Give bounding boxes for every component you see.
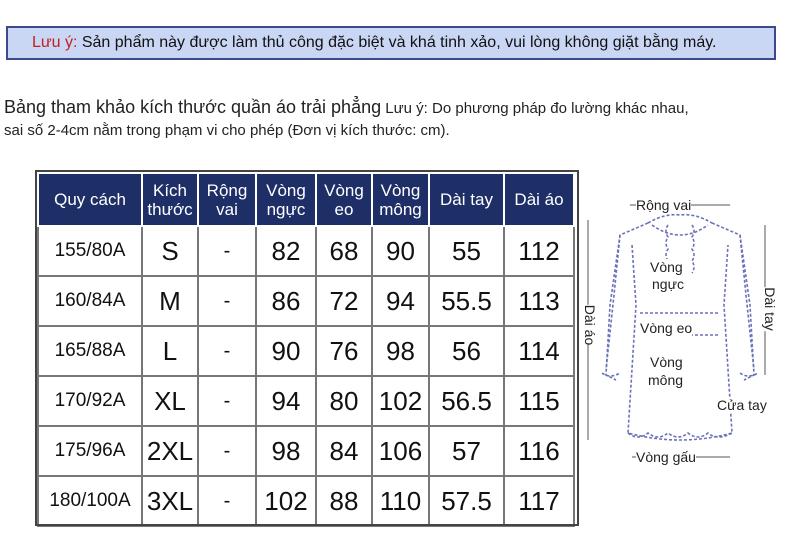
cell-waist: 88 <box>316 476 372 526</box>
cell-shoulder: - <box>198 326 256 376</box>
cell-hip: 94 <box>372 276 429 326</box>
label-chest-1: Vòng <box>650 259 683 275</box>
cell-length: 112 <box>504 226 574 276</box>
cell-size: L <box>142 326 198 376</box>
header-hip: Vòng mông <box>372 173 429 226</box>
cell-hip: 90 <box>372 226 429 276</box>
cell-length: 115 <box>504 376 574 426</box>
cell-waist: 76 <box>316 326 372 376</box>
header-spec: Quy cách <box>38 173 142 226</box>
cell-length: 116 <box>504 426 574 476</box>
cell-length: 114 <box>504 326 574 376</box>
label-waist: Vòng eo <box>640 320 693 336</box>
cell-spec: 180/100A <box>38 476 142 526</box>
cell-length: 113 <box>504 276 574 326</box>
cell-waist: 84 <box>316 426 372 476</box>
cell-sleeve: 57.5 <box>429 476 504 526</box>
table-row <box>38 426 574 476</box>
cell-length: 117 <box>504 476 574 526</box>
label-cuff: Cửa tay <box>717 397 767 413</box>
label-length: Dài áo <box>582 304 599 346</box>
cell-size: 2XL <box>142 426 198 476</box>
table-row <box>38 226 574 276</box>
table-row <box>38 276 574 326</box>
label-hem: Vòng gấu <box>636 449 696 465</box>
table-row <box>38 326 574 376</box>
label-hip-1: Vòng <box>650 354 683 370</box>
header-waist: Vòng eo <box>316 173 372 226</box>
notice-label: Lưu ý: <box>32 34 78 51</box>
cell-chest: 98 <box>256 426 316 476</box>
cell-chest: 90 <box>256 326 316 376</box>
notice-text: Sản phẩm này được làm thủ công đặc biệt và khá tinh xảo, vui lòng không giặt bằng máy. <box>81 34 717 51</box>
cell-sleeve: 55 <box>429 226 504 276</box>
cell-hip: 98 <box>372 326 429 376</box>
table-row <box>38 476 574 526</box>
cell-size: S <box>142 226 198 276</box>
label-chest-2: ngực <box>652 276 684 292</box>
cell-waist: 80 <box>316 376 372 426</box>
garment-diagram <box>580 185 785 475</box>
cell-sleeve: 57 <box>429 426 504 476</box>
cell-spec: 165/88A <box>38 326 142 376</box>
header-sleeve: Dài tay <box>429 173 504 226</box>
cell-shoulder: - <box>198 226 256 276</box>
cell-shoulder: - <box>198 426 256 476</box>
cell-spec: 160/84A <box>38 276 142 326</box>
cell-waist: 72 <box>316 276 372 326</box>
cell-chest: 94 <box>256 376 316 426</box>
size-table <box>37 172 575 527</box>
cell-hip: 106 <box>372 426 429 476</box>
cell-chest: 102 <box>256 476 316 526</box>
title-note: Lưu ý: Do phương pháp đo lường khác nhau, <box>385 100 689 117</box>
cell-shoulder: - <box>198 276 256 326</box>
label-shoulder: Rộng vai <box>636 197 692 213</box>
header-shoulder: Rộng vai <box>198 173 256 226</box>
cell-waist: 68 <box>316 226 372 276</box>
cell-chest: 86 <box>256 276 316 326</box>
cell-sleeve: 56.5 <box>429 376 504 426</box>
cell-sleeve: 56 <box>429 326 504 376</box>
cell-shoulder: - <box>198 476 256 526</box>
cell-spec: 170/92A <box>38 376 142 426</box>
size-chart-title <box>4 96 784 142</box>
cell-shoulder: - <box>198 376 256 426</box>
notice-banner <box>6 26 776 60</box>
cell-chest: 82 <box>256 226 316 276</box>
cell-size: XL <box>142 376 198 426</box>
header-size: Kích thước <box>142 173 198 226</box>
table-header-row <box>38 173 574 226</box>
cell-spec: 155/80A <box>38 226 142 276</box>
title-note-2: sai số 2-4cm nằm trong phạm vi cho phép (Đơn vị kích thước: cm). <box>4 122 450 139</box>
header-length: Dài áo <box>504 173 574 226</box>
label-sleeve: Dài tay <box>761 287 778 331</box>
table-row <box>38 376 574 426</box>
cell-sleeve: 55.5 <box>429 276 504 326</box>
cell-spec: 175/96A <box>38 426 142 476</box>
cell-size: 3XL <box>142 476 198 526</box>
cell-hip: 110 <box>372 476 429 526</box>
cell-size: M <box>142 276 198 326</box>
header-chest: Vòng ngực <box>256 173 316 226</box>
title-main: Bảng tham khảo kích thước quần áo trải phẳng <box>4 97 382 117</box>
label-hip-2: mông <box>648 372 684 388</box>
cell-hip: 102 <box>372 376 429 426</box>
